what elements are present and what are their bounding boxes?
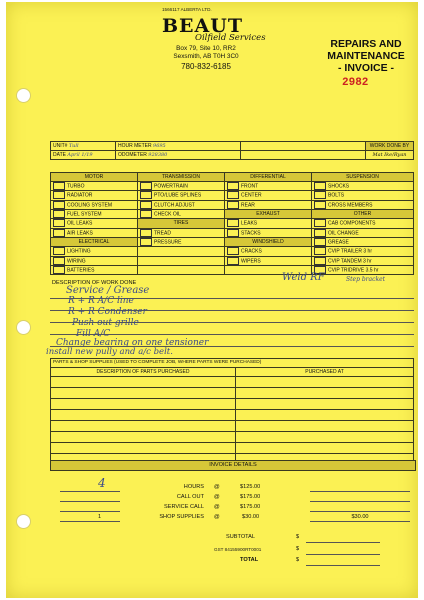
- shop-supplies-amount: $30.00: [351, 514, 369, 520]
- work-spacer: [241, 151, 366, 160]
- exhaust-header: EXHAUST: [225, 209, 312, 218]
- service-call-at: @: [214, 504, 220, 510]
- work-line-4: Push out grille: [72, 318, 139, 328]
- hour-meter-value: 9695: [153, 143, 166, 149]
- parts-description-header: DESCRIPTION OF PARTS PURCHASED: [51, 368, 236, 377]
- hour-cell: [116, 142, 241, 151]
- differential-header: DIFFERENTIAL: [225, 173, 312, 182]
- hours-label: HOURS: [183, 484, 204, 490]
- total-label: TOTAL: [240, 557, 259, 563]
- other-header: OTHER: [312, 209, 414, 218]
- check-shocks: SHOCKS: [312, 182, 414, 191]
- motor-header: MOTOR: [51, 173, 138, 182]
- parts-section-label: PARTS & SHOP SUPPLIES (USED TO COMPLETE JOB, WHERE PARTS WERE PURCHASED): [51, 359, 414, 368]
- subtotal-label: SUBTOTAL: [226, 534, 256, 540]
- phone-number: 780-832-6185: [181, 62, 231, 71]
- work-done-by-label: WORK DONE BY: [366, 142, 414, 151]
- shop-supplies-label: SHOP SUPPLIES: [159, 514, 204, 520]
- transmission-header: TRANSMISSION: [138, 173, 225, 182]
- check-stacks: STACKS: [225, 228, 312, 237]
- address-line-1: Box 79, Site 10, RR2: [176, 45, 236, 52]
- check-cab: CAB COMPONENTS: [312, 219, 414, 228]
- unit-label: UNIT#: [53, 143, 68, 149]
- check-cvip-tandem: CVIP TANDEM 3 hr: [312, 256, 414, 265]
- check-rear: REAR: [225, 200, 312, 209]
- title-line-2: MAINTENANCE: [327, 50, 405, 62]
- gst-label: GST 84155900RT0001: [214, 547, 262, 552]
- hours-rate: $125.00: [240, 484, 261, 490]
- work-description-label: DESCRIPTION OF WORK DONE: [52, 280, 137, 286]
- odometer-label: ODOMETER: [118, 152, 147, 158]
- punch-hole: [16, 320, 31, 335]
- hours-qty: 4: [98, 476, 106, 490]
- invoice-sheet: [6, 2, 418, 598]
- note-weld: Weld RF: [282, 272, 325, 283]
- parts-purchased-at-header: PURCHASED AT: [236, 368, 414, 377]
- date-cell: [51, 151, 116, 160]
- check-bolts: BOLTS: [312, 191, 414, 200]
- callout-label: CALL OUT: [176, 494, 204, 500]
- check-tread: TREAD: [138, 228, 225, 237]
- work-line-2: R + R A/C line: [68, 296, 134, 306]
- subtotal-currency: $: [296, 534, 300, 540]
- callout-rate: $175.00: [240, 494, 261, 500]
- date-label: DATE: [53, 152, 66, 158]
- check-leaks: LEAKS: [225, 219, 312, 228]
- check-cvip-tridrive: CVIP TRIDRIVE 3.5 hr: [312, 265, 414, 274]
- punch-hole: [16, 88, 31, 103]
- hours-at: @: [214, 484, 220, 490]
- check-powertrain: POWERTRAIN: [138, 182, 225, 191]
- shop-supplies-qty: 1: [98, 514, 102, 520]
- work-line-6: Change bearing on one tensioner: [56, 338, 209, 348]
- check-cvip-trailer: CVIP TRAILER 3 hr: [312, 247, 414, 256]
- address-line-2: Sexsmith, AB T0H 3C0: [173, 53, 239, 60]
- work-line-3: R + R Condenser: [68, 307, 147, 317]
- punch-hole: [16, 514, 31, 529]
- check-turbo: TURBO: [51, 182, 138, 191]
- check-fuel: FUEL SYSTEM: [51, 209, 138, 218]
- total-currency: $: [296, 557, 300, 563]
- work-spacer: [241, 142, 366, 151]
- unit-value: Tull: [68, 143, 79, 149]
- check-lighting: LIGHTING: [51, 247, 138, 256]
- date-value: April 1/19: [67, 152, 93, 158]
- check-check-oil: CHECK OIL: [138, 209, 225, 218]
- check-pto: PTO/LUBE SPLINES: [138, 191, 225, 200]
- checklist-table: [50, 172, 414, 275]
- tires-header: TIRES: [138, 219, 225, 228]
- check-oil-change: OIL CHANGE: [312, 228, 414, 237]
- check-cracks: CRACKS: [225, 247, 312, 256]
- check-oil-leaks: OIL LEAKS: [51, 219, 138, 228]
- check-cross-members: CROSS MEMBERS: [312, 200, 414, 209]
- company-logo: BEAUT: [162, 15, 243, 37]
- work-line-1: Service / Grease: [66, 285, 150, 296]
- odo-cell: [116, 151, 241, 160]
- check-clutch: CLUTCH ADJUST: [138, 200, 225, 209]
- check-center: CENTER: [225, 191, 312, 200]
- electrical-header: ELECTRICAL: [51, 237, 138, 246]
- note-step-bracket: Step bracket: [346, 276, 386, 283]
- parts-table: [50, 358, 414, 465]
- unit-info-table: [50, 141, 414, 160]
- work-line-7: install new pully and a/c belt.: [46, 347, 173, 357]
- shop-supplies-at: @: [214, 514, 220, 520]
- title-line-3: - INVOICE -: [337, 62, 394, 74]
- shop-supplies-rate: $30.00: [242, 514, 260, 520]
- empty-cell: [138, 247, 225, 256]
- odometer-value: 928380: [148, 152, 168, 158]
- unit-cell: [51, 142, 116, 151]
- check-wipers: WIPERS: [225, 256, 312, 265]
- service-call-label: SERVICE CALL: [163, 504, 204, 510]
- logo-subtitle: Oilfield Services: [195, 33, 266, 43]
- service-call-rate: $175.00: [240, 504, 261, 510]
- check-front: FRONT: [225, 182, 312, 191]
- hour-meter-label: HOUR METER: [118, 143, 152, 149]
- check-air-leaks: AIR LEAKS: [51, 228, 138, 237]
- check-wiring: WIRING: [51, 256, 138, 265]
- invoice-number: 2982: [342, 77, 369, 89]
- check-cooling: COOLING SYSTEM: [51, 200, 138, 209]
- check-grease: GREASE: [312, 237, 414, 246]
- work-done-by-value: Mat Ike/Ryan: [366, 151, 414, 160]
- title-line-1: REPAIRS AND: [330, 38, 402, 50]
- check-radiator: RADIATOR: [51, 191, 138, 200]
- empty-cell: [138, 256, 225, 265]
- company-registration: 1566117 ALBERTA LTD.: [162, 7, 212, 12]
- windshield-header: WINDSHIELD: [225, 237, 312, 246]
- work-line-5: Fill A/C: [76, 329, 111, 339]
- check-pressure: PRESSURE: [138, 237, 225, 246]
- suspension-header: SUSPENSION: [312, 173, 414, 182]
- invoice-details-header: INVOICE DETAILS: [50, 460, 416, 471]
- gst-currency: $: [296, 546, 300, 552]
- callout-at: @: [214, 494, 220, 500]
- check-batteries: BATTERIES: [51, 265, 138, 274]
- empty-cell: [138, 265, 225, 274]
